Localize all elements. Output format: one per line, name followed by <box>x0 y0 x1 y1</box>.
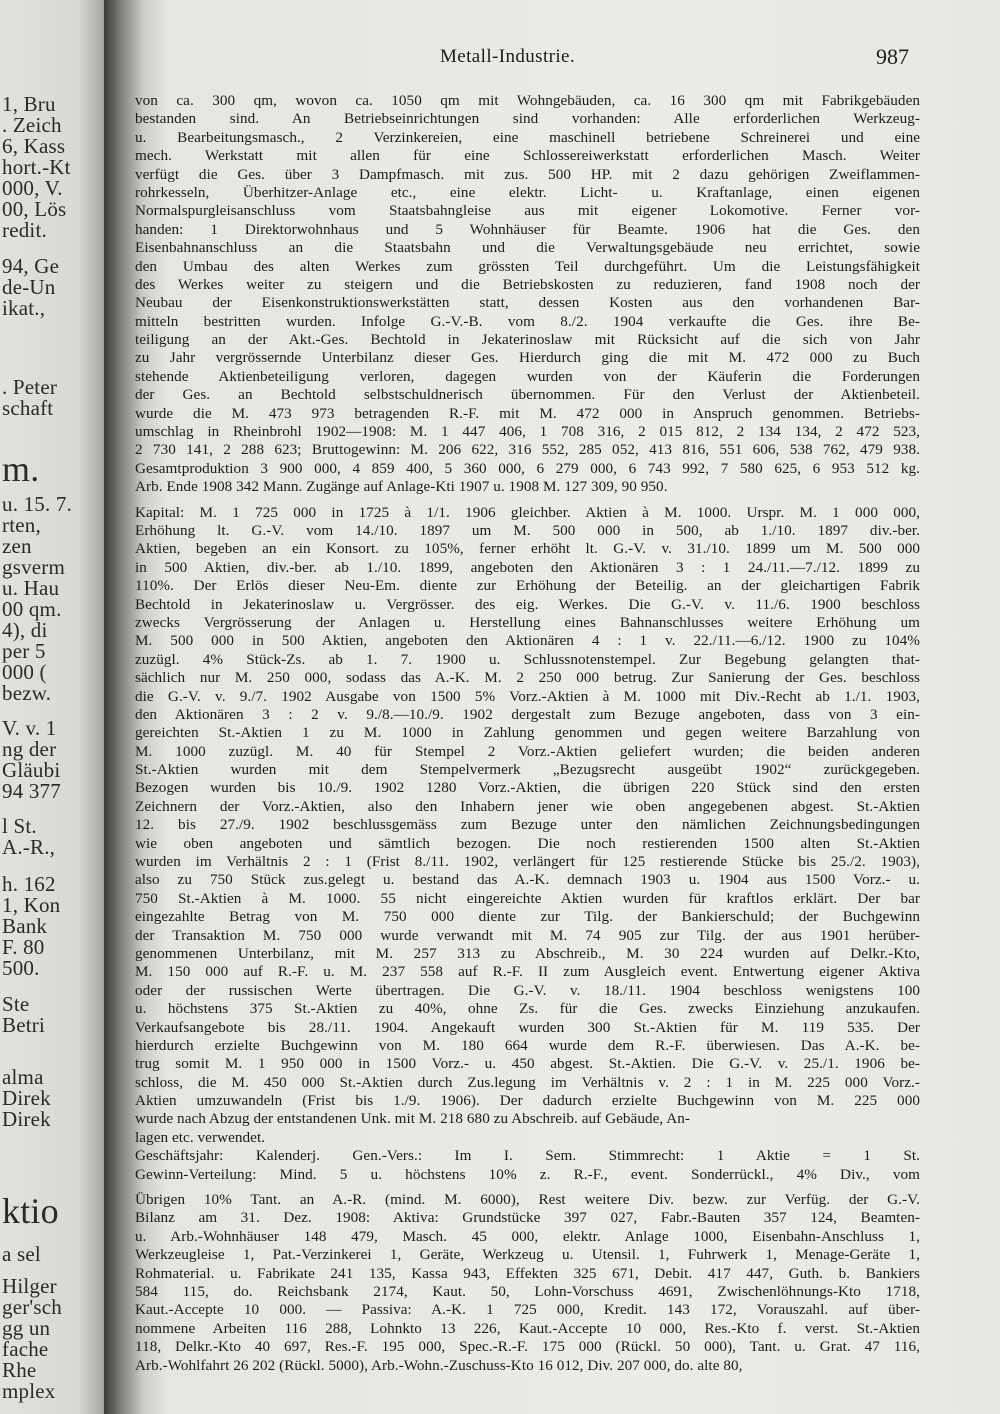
body-line: schloss, die M. 450 000 St.-Aktien durch Zus.legung im Verhältnis v. 2 : 1 in M. 225 000 Vorz.- <box>135 1073 920 1091</box>
body-line: zwecks Vergrösserung der Anlagen u. Herstellung eines Bahnanschlusses weitere Erhöhung um <box>135 613 920 631</box>
left-page-line: h. 162 <box>2 872 56 896</box>
left-page-line: u. 15. 7. <box>2 492 73 516</box>
body-line: u. höchstens 375 St.-Aktien zu 40%, ohne Zs. für die Ges. zwecks Einziehung anzukaufen. <box>135 1000 920 1018</box>
left-page-line: ger'sch <box>2 1295 62 1319</box>
left-page-line: fache <box>2 1337 49 1361</box>
body-line: 584 115, do. Reichsbank 2174, Kaut. 50, Lohn-Vorschuss 4691, Zwischenlöhnungs-Kto 1718, <box>135 1283 920 1300</box>
body-line: gereichten St.-Aktien 1 zu M. 1000 in Zahlung genommen und gegen weitere Barzahlung von <box>135 724 920 742</box>
body-line: wurde nach Abzug der entstandenen Unk. mit M. 218 680 zu Abschreib. auf Gebäude, An- <box>135 1110 691 1128</box>
page-number: 987 <box>876 44 909 69</box>
left-page-line: 00 qm. <box>2 597 62 621</box>
left-page-line: alma <box>2 1065 44 1089</box>
body-line: lagen etc. verwendet. <box>135 1128 266 1146</box>
body-line: Verkaufsangebote bis 28./11. 1904. Angekauft wurden 300 St.-Aktien für M. 119 535. Der <box>135 1018 920 1036</box>
body-line: Bilanz am 31. Dez. 1908: Aktiva: Grundstücke 397 027, Fabr.-Bauten 357 124, Beamten- <box>135 1209 920 1227</box>
body-line: den Umbau des alten Werkes zum grössten Teil durchgeführt. Um die Leistungsfähigkeit <box>135 257 920 275</box>
body-line: Werkzeugleise 1, Pat.-Verzinkerei 1, Geräte, Werkzeug u. Utensil. 1, Fuhrwerk 1, Menage-Geräte 1, <box>135 1246 920 1264</box>
body-line: zu Jahr vergrössernde Unterbilanz dieser Ges. Hierdurch ging die mit M. 472 000 zu Buch <box>135 349 920 367</box>
body-line: Rohmaterial. u. Fabrikate 241 135, Kassa 943, Effekten 325 671, Debit. 417 447, Guth. b. Bankiers <box>135 1264 920 1282</box>
body-line: Eisenbahnanschluss an die Staatsbahn und die Verwaltungsgebäude neu errichtet, sowie <box>135 239 920 257</box>
body-line: Bezogen wurden bis 10./9. 1902 1280 Vorz.-Aktien, die übrigen 220 Stück sind den ersten <box>135 779 920 797</box>
body-line: 2 730 141, 2 288 623; Bruttogewinn: M. 206 622, 316 552, 285 052, 413 816, 551 606, 538 762, 479 938. <box>135 441 920 459</box>
body-line: zuzügl. 4% Stück-Zs. ab 1. 7. 1900 u. Schlussnotenstempel. Zur Begebung gelangten that- <box>135 650 920 668</box>
left-page-line: u. Hau <box>2 576 60 600</box>
body-line: Aktien, begeben an ein Konsort. zu 105%, ferner erhöht lt. G.-V. v. 31./10. 1899 um M. 500 000 <box>135 540 920 558</box>
left-page-line: 94, Ge <box>2 254 60 278</box>
body-line: der Transaktion M. 750 000 wurde verwandt mit M. 74 905 zur Tilg. der aus 1901 herüber- <box>135 926 920 944</box>
left-page-line: . Zeich <box>2 113 62 137</box>
body-line: M. 150 000 auf R.-F. u. M. 237 558 auf R.-F. II zum Ausgleich event. Entwertung eigener Aktiva <box>135 963 920 981</box>
left-page-fragment <box>0 0 112 1414</box>
body-line: Bechtold in Jekaterinoslaw u. Vergrösser. des eig. Werkes. Die G.-V. v. 11./6. 1900 beschloss <box>135 595 920 613</box>
body-line: Gewinn-Verteilung: Mind. 5 u. höchstens 10% z. R.-F., event. Sonderrückl., 4% Div., vom <box>135 1165 920 1183</box>
body-line: bestanden sind. An Betriebseinrichtungen sind vorhanden: Alle erforderlichen Werkzeug- <box>135 110 920 128</box>
left-page-line: A.-R., <box>2 835 56 859</box>
left-page-line: V. v. 1 <box>2 716 57 740</box>
body-line: 118, Delkr.-Kto 40 697, Res.-F. 195 000, Spec.-R.-F. 175 000 (Rückl. 50 000), Tant. u. Grat. 47 116, <box>135 1338 920 1356</box>
left-page-line: mplex <box>2 1379 56 1403</box>
body-line: Zeichnern der Vorz.-Aktien, also den Inhabern jener wie oben angegebenen abgest. St.-Aktien <box>135 797 920 815</box>
body-line: M. 1000 zuzügl. M. 40 für Stempel 2 Vorz.-Aktien geliefert wurden; die beiden anderen <box>135 742 920 760</box>
body-line: nommene Arbeiten 116 288, Lohnkto 13 226, Kaut.-Accepte 10 000, Res.-Kto f. verst. St.-Aktien <box>135 1319 920 1337</box>
body-line: in 500 Aktien, div.-ber. ab 1./10. 1899, angeboten den Aktionären 3 : 1 24./11.—7./12. 1899 zu <box>135 558 920 576</box>
left-page-line: redit. <box>2 218 47 242</box>
left-page-line: 000, V. <box>2 176 63 200</box>
body-line: Kapital: M. 1 725 000 in 1725 à 1/1. 1906 gleichber. Aktien à M. 1000. Urspr. M. 1 000 000, <box>135 503 920 521</box>
body-line: Normalspurgleisanschluss vom Staatsbahngleise aus mit eigener Lokomotive. Ferner vor- <box>135 202 920 220</box>
left-page-line: Bank <box>2 914 48 938</box>
article-body <box>135 92 920 1375</box>
left-page-line: Direk <box>2 1086 51 1110</box>
body-line: Neubau der Eisenkonstruktionswerkstätten statt, dessen Kosten aus den vorhandenen Bar- <box>135 294 920 312</box>
left-page-line: rten, <box>2 513 41 537</box>
body-line: wurde die M. 473 973 betragenden R.-F. mit M. 472 000 in Anspruch genommen. Betriebs- <box>135 404 920 422</box>
body-line: Kaut.-Accepte 10 000. — Passiva: A.-K. 1 725 000, Kredit. 143 172, Vorauszahl. auf über- <box>135 1301 920 1319</box>
body-line: verfügt die Ges. über 3 Dampfmasch. mit zus. 500 HP. mit 2 dazu gehörigen Zweiflammen- <box>135 165 920 183</box>
left-page-line: 500. <box>2 956 40 980</box>
body-line: Arb.-Wohlfahrt 26 202 (Rückl. 5000), Arb.-Wohn.-Zuschuss-Kto 16 012, Div. 207 000, do. alte 80, <box>135 1356 743 1374</box>
body-line: Gesamtproduktion 3 900 000, 4 859 400, 5 360 000, 6 279 000, 6 743 992, 7 580 625, 6 953 512 kg. <box>135 459 920 477</box>
body-line: von ca. 300 qm, wovon ca. 1050 qm mit Wohngebäuden, ca. 16 300 qm mit Fabrikgebäuden <box>135 92 920 109</box>
body-line: oder der russischen Werte übertragen. Die G.-V. v. 18./11. 1904 beschloss wenigstens 100 <box>135 981 920 999</box>
body-line: u. Bearbeitungsmasch., 2 Verzinkereien, eine maschinell betriebene Schreinerei und eine <box>135 128 920 146</box>
left-page-line: bezw. <box>2 681 52 705</box>
left-page-line: Betri <box>2 1013 45 1037</box>
body-line: also zu 750 Stück zus.gelegt u. bestand das A.-K. demnach 1903 u. 1904 aus 1500 Vorz.- u. <box>135 871 920 889</box>
left-page-line: gsverm <box>2 555 66 579</box>
body-line: Aktien umzuwandeln (Frist bis 1./9. 1906). Der dadurch erzielte Buchgewinn von M. 225 000 <box>135 1092 920 1110</box>
left-page-line: 00, Lös <box>2 197 67 221</box>
left-page-line: 000 ( <box>2 660 47 684</box>
left-page-line: l St. <box>2 814 37 838</box>
body-line: 110%. Der Erlös dieser Neu-Em. diente zur Erhöhung der Beteilig. an der gleichartigen Fabrik <box>135 577 920 595</box>
left-page-heading: m. <box>2 449 40 489</box>
left-page-heading: ktio <box>2 1191 59 1231</box>
left-page-line: zen <box>2 534 32 558</box>
body-line: u. Arb.-Wohnhäuser 148 479, Masch. 45 000, elektr. Anlage 1000, Eisenbahn-Anschluss 1, <box>135 1227 920 1245</box>
left-page-line: Ste <box>2 992 30 1016</box>
left-page-line: Direk <box>2 1107 51 1131</box>
left-page-line: 4), di <box>2 618 48 642</box>
left-page-line: hort.-Kt <box>2 155 71 179</box>
left-page-line: gg un <box>2 1316 51 1340</box>
left-page-line: 6, Kass <box>2 134 66 158</box>
left-page-line: ng der <box>2 737 57 761</box>
left-page-line: Gläubi <box>2 758 61 782</box>
body-line: des Werkes weiter zu steigern und die Betriebskosten zu reduzieren, fand 1908 noch der <box>135 275 920 293</box>
left-page-line: 1, Kon <box>2 893 61 917</box>
left-page-line: de-Un <box>2 275 56 299</box>
body-line: eingezahlte Betrag von M. 750 000 diente zur Tilg. der Bankierschuld; der Buchgewinn <box>135 908 920 926</box>
body-line: Übrigen 10% Tant. an A.-R. (mind. M. 6000), Rest weitere Div. bezw. zur Verfüg. der G.-V. <box>135 1191 920 1209</box>
body-line: 750 St.-Aktien à M. 1000. 55 nicht eingereichte Aktien wurden für kraftlos erklärt. Der bar <box>135 889 920 907</box>
left-page-line: ikat., <box>2 296 46 320</box>
left-page-line: Hilger <box>2 1274 57 1298</box>
left-page-line: per 5 <box>2 639 46 663</box>
body-line: wie oben angeboten und sämtlich bezogen. Die noch restierenden 1500 alten St.-Aktien <box>135 834 920 852</box>
body-line: mech. Werkstatt mit allen für eine Schlossereiwerkstatt erforderlichen Masch. Weiter <box>135 147 920 165</box>
body-line: St.-Aktien wurden mit dem Stempelvermerk „Bezugsrecht ausgeübt 1902“ zurückgegeben. <box>135 761 920 779</box>
paragraph-gap <box>135 497 920 504</box>
body-line: handen: 1 Direktorwohnhaus und 5 Wohnhäuser für Beamte. 1906 hat die Ges. den <box>135 220 920 238</box>
body-line: Arb. Ende 1908 342 Mann. Zugänge auf Anlage-Kti 1907 u. 1908 M. 127 309, 90 950. <box>135 478 668 496</box>
body-line: wurden im Verhältnis 2 : 1 (Frist 8./11. 1902, verlängert für 125 restierende Stücke bis 25./2. 1903), <box>135 853 920 871</box>
body-line: M. 500 000 in 500 Aktien, angeboten den Aktionären 4 : 1 v. 22./11.—6./12. 1900 zu 104% <box>135 632 920 650</box>
body-line: genommenen Unterbilanz, mit M. 257 313 zu Abschreib., M. 30 224 wurden auf Delkr.-Kto, <box>135 944 920 962</box>
body-line: Erhöhung lt. G.-V. vom 14./10. 1897 um M. 500 000 in 500, ab 1./10. 1897 div.-ber. <box>135 521 920 539</box>
body-line: trug somit M. 1 950 000 in 1500 Vorz.- u. 450 abgest. St.-Aktien. Die G.-V. v. 25./1. 1906 be- <box>135 1055 920 1073</box>
body-line: hierdurch erzielte Buchgewinn von M. 180 664 wurde dem R.-F. überwiesen. Das A.-K. be- <box>135 1036 920 1054</box>
body-line: sächlich nur M. 250 000, sodass das A.-K. M. 2 250 000 betrug. Zur Sanierung der Ges. beschloss <box>135 669 920 687</box>
body-line: Geschäftsjahr: Kalenderj. Gen.-Vers.: Im I. Sem. Stimmrecht: 1 Aktie = 1 St. <box>135 1147 920 1165</box>
paragraph-gap <box>135 1184 920 1191</box>
left-page-line: Rhe <box>2 1358 37 1382</box>
body-line: rohrkesseln, Überhitzer-Anlage etc., eine elektr. Licht- u. Kraftanlage, einen eigenen <box>135 183 920 201</box>
left-page-line: F. 80 <box>2 935 45 959</box>
left-page-line: 1, Bru <box>2 92 56 116</box>
left-page-line: 94 377 <box>2 779 61 803</box>
body-line: die G.-V. v. 9./7. 1902 Ausgabe von 1500 5% Vorz.-Aktien à M. 1000 mit Div.-Recht ab 1./1. 1903, <box>135 687 920 705</box>
body-line: umschlag in Rheinbrohl 1902—1908: M. 1 447 406, 1 708 316, 2 015 812, 2 134 134, 2 472 523, <box>135 423 920 441</box>
left-page-line: . Peter <box>2 375 58 399</box>
body-line: der Ges. an Bechtold selbstschuldnerisch übernommen. Für den Verlust der Aktienbeteil. <box>135 386 920 404</box>
left-page-line: a sel <box>2 1242 41 1266</box>
running-header-title: Metall-Industrie. <box>440 46 576 67</box>
left-page-line: schaft <box>2 396 54 420</box>
body-line: 12. bis 27./9. 1902 beschlussgemäss zum Bezuge unter den nämlichen Zeichnungsbedingungen <box>135 816 920 834</box>
body-line: mitteln bestritten wurden. Infolge G.-V.-B. vom 8./2. 1904 verkaufte die Ges. ihre Be- <box>135 312 920 330</box>
body-line: teiligung an der Akt.-Ges. Bechtold in Jekaterinoslaw mit Rücksicht auf die sich von Jahr <box>135 331 920 349</box>
body-line: stehende Aktienbeteiligung verloren, dagegen wurden von der Käuferin die Forderungen <box>135 367 920 385</box>
body-line: den Aktionären 3 : 2 v. 9./8.—10./9. 1902 dergestalt zum Bezuge angeboten, dass von 3 ein- <box>135 705 920 723</box>
